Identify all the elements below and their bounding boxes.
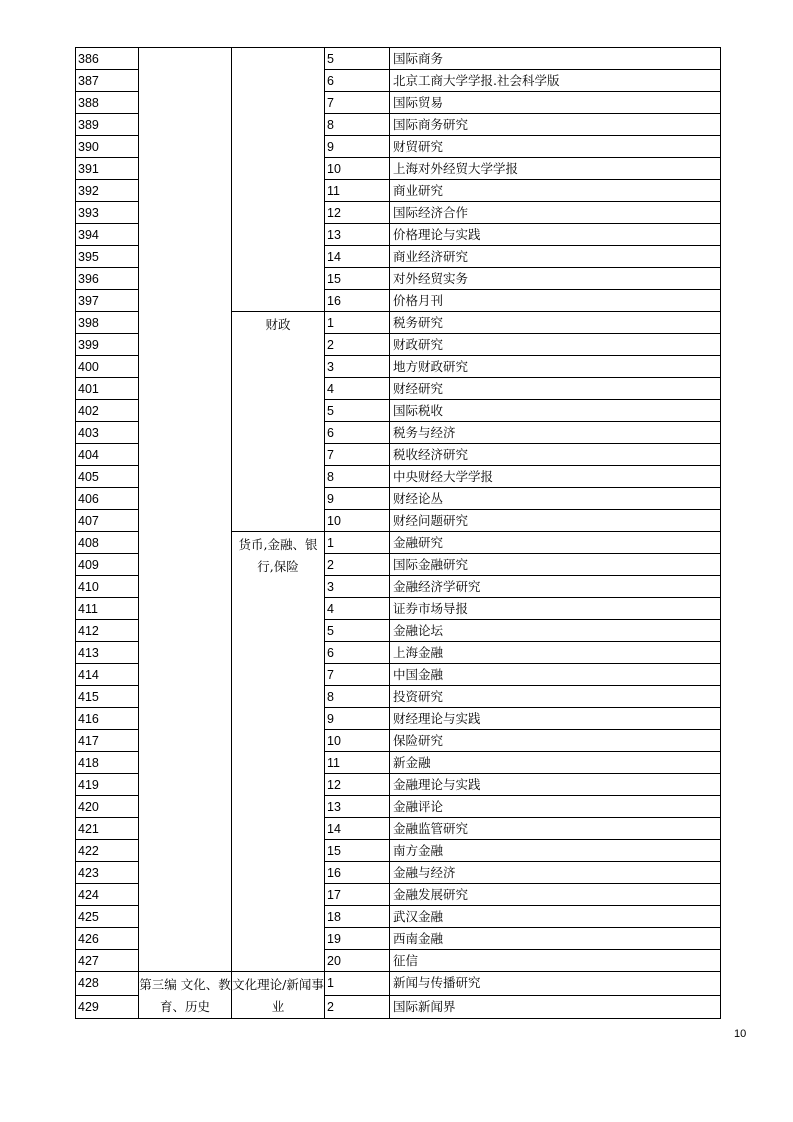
page-number: 10 xyxy=(734,1028,747,1040)
sequence-number-cell: 16 xyxy=(325,862,390,884)
journal-name-cell: 财经理论与实践 xyxy=(390,708,721,730)
row-index-cell: 391 xyxy=(76,158,139,180)
journal-name-cell: 金融评论 xyxy=(390,796,721,818)
subcategory-cell xyxy=(232,48,325,312)
journal-name-cell: 国际商务研究 xyxy=(390,114,721,136)
sequence-number-cell: 7 xyxy=(325,92,390,114)
row-index-cell: 399 xyxy=(76,334,139,356)
sequence-number-cell: 12 xyxy=(325,202,390,224)
sequence-number-cell: 5 xyxy=(325,400,390,422)
row-index-cell: 414 xyxy=(76,664,139,686)
sequence-number-cell: 2 xyxy=(325,554,390,576)
journal-name-cell: 金融监管研究 xyxy=(390,818,721,840)
sequence-number-cell: 8 xyxy=(325,466,390,488)
row-index-cell: 415 xyxy=(76,686,139,708)
journal-name-cell: 征信 xyxy=(390,950,721,972)
journal-name-cell: 商业经济研究 xyxy=(390,246,721,268)
journal-name-cell: 证券市场导报 xyxy=(390,598,721,620)
journal-name-cell: 税务与经济 xyxy=(390,422,721,444)
sequence-number-cell: 19 xyxy=(325,928,390,950)
journal-table-body xyxy=(76,48,721,1019)
journal-name-cell: 国际新闻界 xyxy=(390,995,721,1019)
journal-name-cell: 北京工商大学学报.社会科学版 xyxy=(390,70,721,92)
row-index-cell: 420 xyxy=(76,796,139,818)
row-index-cell: 396 xyxy=(76,268,139,290)
journal-name-cell: 财经问题研究 xyxy=(390,510,721,532)
sequence-number-cell: 14 xyxy=(325,818,390,840)
sequence-number-cell: 20 xyxy=(325,950,390,972)
journal-name-cell: 国际贸易 xyxy=(390,92,721,114)
journal-name-cell: 地方财政研究 xyxy=(390,356,721,378)
row-index-cell: 392 xyxy=(76,180,139,202)
row-index-cell: 425 xyxy=(76,906,139,928)
sequence-number-cell: 4 xyxy=(325,378,390,400)
journal-name-cell: 金融研究 xyxy=(390,532,721,554)
row-index-cell: 422 xyxy=(76,840,139,862)
sequence-number-cell: 11 xyxy=(325,180,390,202)
sequence-number-cell: 18 xyxy=(325,906,390,928)
row-index-cell: 413 xyxy=(76,642,139,664)
row-index-cell: 421 xyxy=(76,818,139,840)
row-index-cell: 427 xyxy=(76,950,139,972)
journal-name-cell: 南方金融 xyxy=(390,840,721,862)
row-index-cell: 404 xyxy=(76,444,139,466)
sequence-number-cell: 11 xyxy=(325,752,390,774)
row-index-cell: 424 xyxy=(76,884,139,906)
sequence-number-cell: 3 xyxy=(325,576,390,598)
sequence-number-cell: 5 xyxy=(325,48,390,70)
category-cell xyxy=(139,48,232,972)
row-index-cell: 408 xyxy=(76,532,139,554)
sequence-number-cell: 8 xyxy=(325,686,390,708)
sequence-number-cell: 1 xyxy=(325,972,390,996)
sequence-number-cell: 10 xyxy=(325,730,390,752)
sequence-number-cell: 2 xyxy=(325,995,390,1019)
journal-name-cell: 价格月刊 xyxy=(390,290,721,312)
journal-name-cell: 国际经济合作 xyxy=(390,202,721,224)
sequence-number-cell: 12 xyxy=(325,774,390,796)
sequence-number-cell: 9 xyxy=(325,708,390,730)
journal-name-cell: 财经研究 xyxy=(390,378,721,400)
sequence-number-cell: 6 xyxy=(325,642,390,664)
row-index-cell: 418 xyxy=(76,752,139,774)
sequence-number-cell: 14 xyxy=(325,246,390,268)
row-index-cell: 406 xyxy=(76,488,139,510)
row-index-cell: 403 xyxy=(76,422,139,444)
sequence-number-cell: 9 xyxy=(325,488,390,510)
journal-name-cell: 西南金融 xyxy=(390,928,721,950)
row-index-cell: 426 xyxy=(76,928,139,950)
journal-name-cell: 投资研究 xyxy=(390,686,721,708)
sequence-number-cell: 10 xyxy=(325,158,390,180)
journal-name-cell: 商业研究 xyxy=(390,180,721,202)
sequence-number-cell: 6 xyxy=(325,422,390,444)
row-index-cell: 389 xyxy=(76,114,139,136)
row-index-cell: 405 xyxy=(76,466,139,488)
journal-name-cell: 金融论坛 xyxy=(390,620,721,642)
journal-name-cell: 价格理论与实践 xyxy=(390,224,721,246)
journal-name-cell: 金融经济学研究 xyxy=(390,576,721,598)
journal-name-cell: 新金融 xyxy=(390,752,721,774)
sequence-number-cell: 13 xyxy=(325,796,390,818)
subcategory-cell: 货币,金融、银行,保险 xyxy=(232,532,325,972)
row-index-cell: 416 xyxy=(76,708,139,730)
sequence-number-cell: 16 xyxy=(325,290,390,312)
row-index-cell: 409 xyxy=(76,554,139,576)
row-index-cell: 387 xyxy=(76,70,139,92)
journal-name-cell: 上海金融 xyxy=(390,642,721,664)
sequence-number-cell: 3 xyxy=(325,356,390,378)
sequence-number-cell: 6 xyxy=(325,70,390,92)
row-index-cell: 411 xyxy=(76,598,139,620)
row-index-cell: 423 xyxy=(76,862,139,884)
row-index-cell: 400 xyxy=(76,356,139,378)
sequence-number-cell: 13 xyxy=(325,224,390,246)
sequence-number-cell: 1 xyxy=(325,312,390,334)
sequence-number-cell: 10 xyxy=(325,510,390,532)
journal-name-cell: 对外经贸实务 xyxy=(390,268,721,290)
row-index-cell: 417 xyxy=(76,730,139,752)
journal-name-cell: 金融发展研究 xyxy=(390,884,721,906)
sequence-number-cell: 15 xyxy=(325,268,390,290)
sequence-number-cell: 1 xyxy=(325,532,390,554)
row-index-cell: 410 xyxy=(76,576,139,598)
category-cell: 第三编 文化、教育、历史 xyxy=(139,972,232,1019)
sequence-number-cell: 8 xyxy=(325,114,390,136)
row-index-cell: 401 xyxy=(76,378,139,400)
row-index-cell: 419 xyxy=(76,774,139,796)
sequence-number-cell: 2 xyxy=(325,334,390,356)
sequence-number-cell: 7 xyxy=(325,664,390,686)
sequence-number-cell: 15 xyxy=(325,840,390,862)
journal-name-cell: 中国金融 xyxy=(390,664,721,686)
sequence-number-cell: 7 xyxy=(325,444,390,466)
table-row xyxy=(76,972,721,996)
subcategory-cell: 文化理论/新闻事业 xyxy=(232,972,325,1019)
journal-name-cell: 税务研究 xyxy=(390,312,721,334)
table-row xyxy=(76,48,721,70)
row-index-cell: 412 xyxy=(76,620,139,642)
row-index-cell: 386 xyxy=(76,48,139,70)
sequence-number-cell: 17 xyxy=(325,884,390,906)
journal-name-cell: 保险研究 xyxy=(390,730,721,752)
row-index-cell: 402 xyxy=(76,400,139,422)
journal-name-cell: 国际税收 xyxy=(390,400,721,422)
row-index-cell: 397 xyxy=(76,290,139,312)
journal-name-cell: 金融与经济 xyxy=(390,862,721,884)
row-index-cell: 388 xyxy=(76,92,139,114)
row-index-cell: 398 xyxy=(76,312,139,334)
row-index-cell: 393 xyxy=(76,202,139,224)
journal-name-cell: 中央财经大学学报 xyxy=(390,466,721,488)
journal-name-cell: 新闻与传播研究 xyxy=(390,972,721,996)
sequence-number-cell: 5 xyxy=(325,620,390,642)
journal-name-cell: 财政研究 xyxy=(390,334,721,356)
journal-name-cell: 财经论丛 xyxy=(390,488,721,510)
row-index-cell: 407 xyxy=(76,510,139,532)
subcategory-cell: 财政 xyxy=(232,312,325,532)
journal-name-cell: 税收经济研究 xyxy=(390,444,721,466)
journal-name-cell: 财贸研究 xyxy=(390,136,721,158)
journal-name-cell: 上海对外经贸大学学报 xyxy=(390,158,721,180)
row-index-cell: 394 xyxy=(76,224,139,246)
row-index-cell: 390 xyxy=(76,136,139,158)
sequence-number-cell: 4 xyxy=(325,598,390,620)
journal-name-cell: 武汉金融 xyxy=(390,906,721,928)
journal-name-cell: 金融理论与实践 xyxy=(390,774,721,796)
row-index-cell: 428 xyxy=(76,972,139,996)
journal-name-cell: 国际金融研究 xyxy=(390,554,721,576)
journal-table xyxy=(75,47,721,1019)
row-index-cell: 395 xyxy=(76,246,139,268)
journal-name-cell: 国际商务 xyxy=(390,48,721,70)
sequence-number-cell: 9 xyxy=(325,136,390,158)
row-index-cell: 429 xyxy=(76,995,139,1019)
